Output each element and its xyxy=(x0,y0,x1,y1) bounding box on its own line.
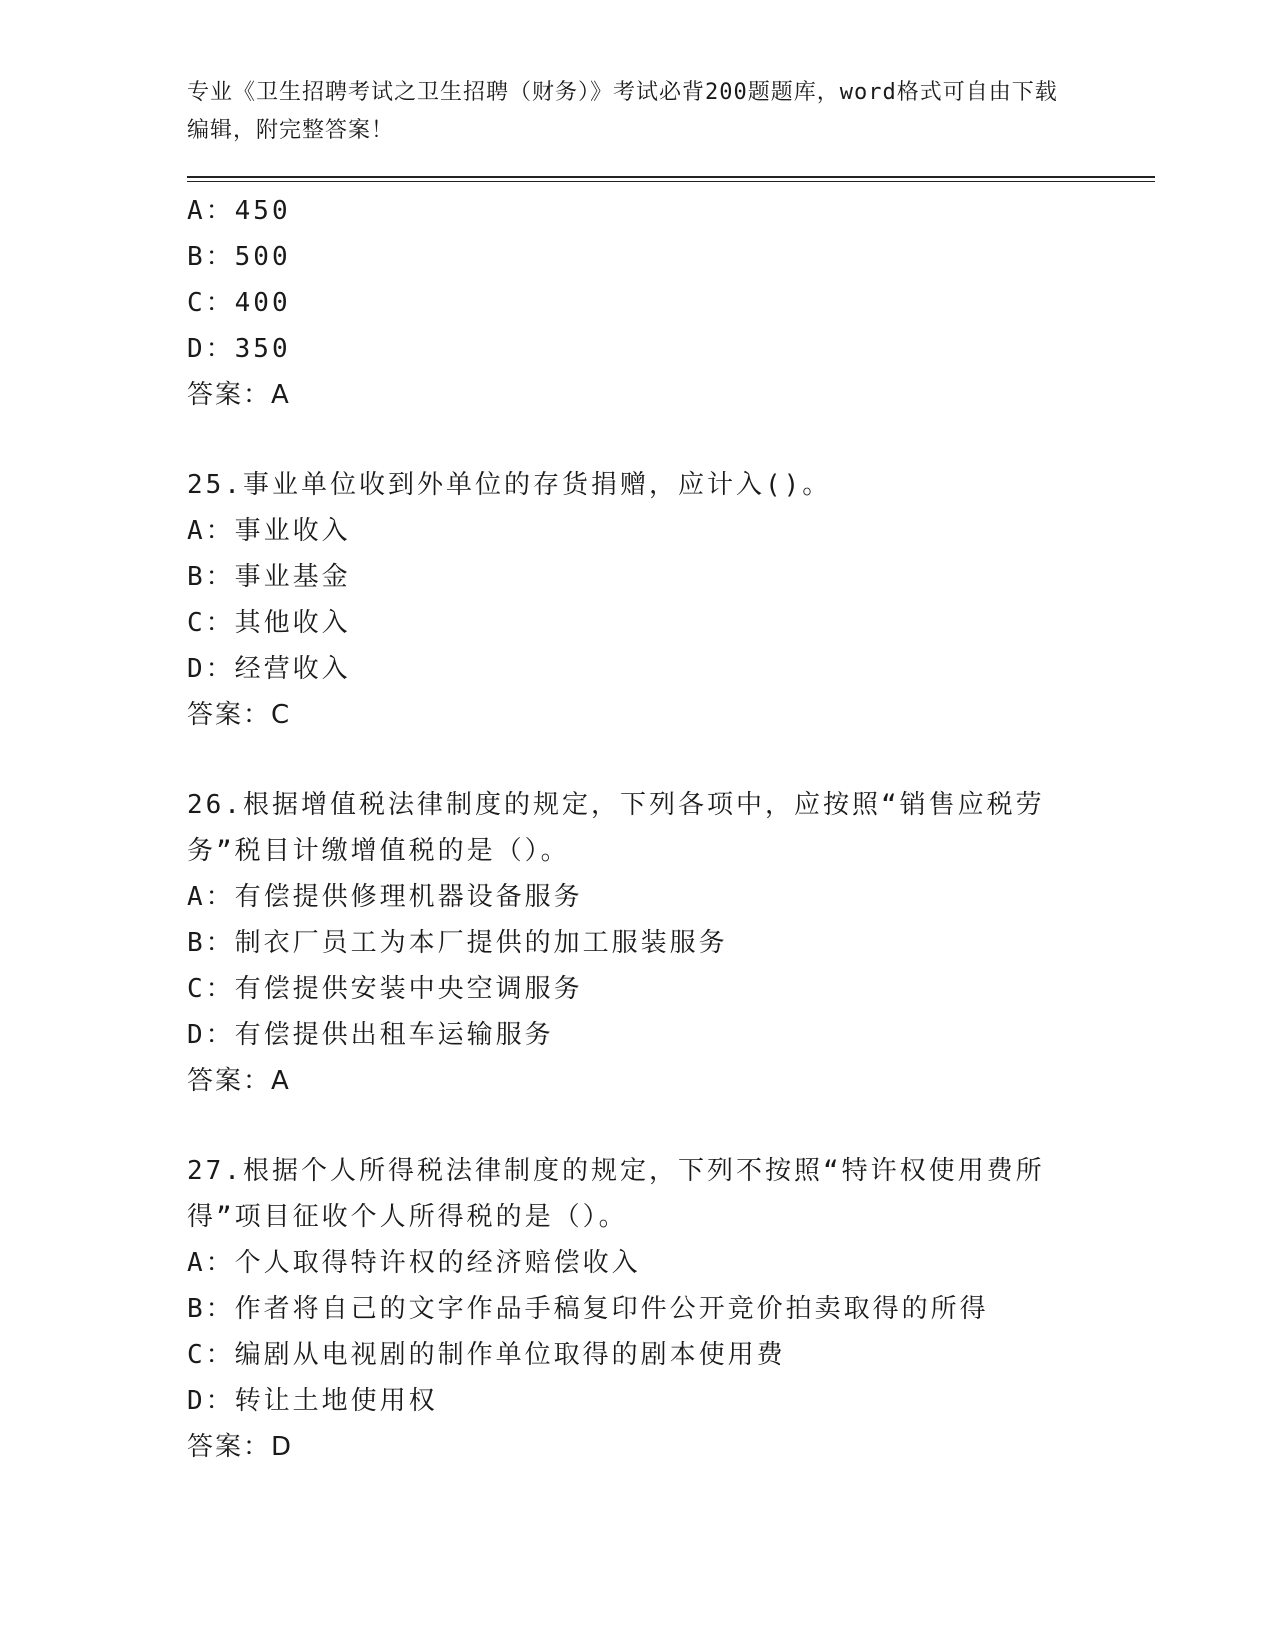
question-block-24 xyxy=(187,188,1117,418)
option-b: B：作者将自己的文字作品手稿复印件公开竞价拍卖取得的所得 xyxy=(187,1294,989,1324)
question-block-26 xyxy=(187,782,1117,1104)
option-a: A：有偿提供修理机器设备服务 xyxy=(187,882,583,912)
question-text: 27.根据个人所得税法律制度的规定，下列不按照“特许权使用费所得”项目征收个人所得税的是（）。 xyxy=(187,1156,1045,1232)
option-d: D：有偿提供出租车运输服务 xyxy=(187,1020,554,1050)
question-text: 26.根据增值税法律制度的规定，下列各项中，应按照“销售应税劳务”税目计缴增值税的是（）。 xyxy=(187,790,1045,866)
header-divider-thick xyxy=(187,176,1155,178)
option-a: A：450 xyxy=(187,196,291,226)
question-block-27 xyxy=(187,1148,1117,1470)
option-b: B：500 xyxy=(187,242,291,272)
document-header: 专业《卫生招聘考试之卫生招聘（财务）》考试必背200题题库，word格式可自由下载编辑，附完整答案！ xyxy=(187,80,1058,143)
option-c: C：编剧从电视剧的制作单位取得的剧本使用费 xyxy=(187,1340,786,1370)
question-block-25 xyxy=(187,462,1117,738)
option-d: D：350 xyxy=(187,334,291,364)
option-c: C：400 xyxy=(187,288,291,318)
option-d: D：转让土地使用权 xyxy=(187,1386,438,1416)
option-a: A：个人取得特许权的经济赔偿收入 xyxy=(187,1248,641,1278)
option-c: C：有偿提供安装中央空调服务 xyxy=(187,974,583,1004)
answer: 答案：A xyxy=(187,1066,291,1096)
answer: 答案：C xyxy=(187,700,292,730)
option-b: B：事业基金 xyxy=(187,562,351,592)
option-b: B：制衣厂员工为本厂提供的加工服装服务 xyxy=(187,928,728,958)
option-c: C：其他收入 xyxy=(187,608,351,638)
question-text: 25.事业单位收到外单位的存货捐赠，应计入()。 xyxy=(187,470,832,500)
answer: 答案：D xyxy=(187,1432,294,1462)
option-a: A：事业收入 xyxy=(187,516,351,546)
answer: 答案：A xyxy=(187,380,291,410)
question-list xyxy=(187,188,1117,1470)
option-d: D：经营收入 xyxy=(187,654,351,684)
header-divider-thin xyxy=(187,181,1155,182)
